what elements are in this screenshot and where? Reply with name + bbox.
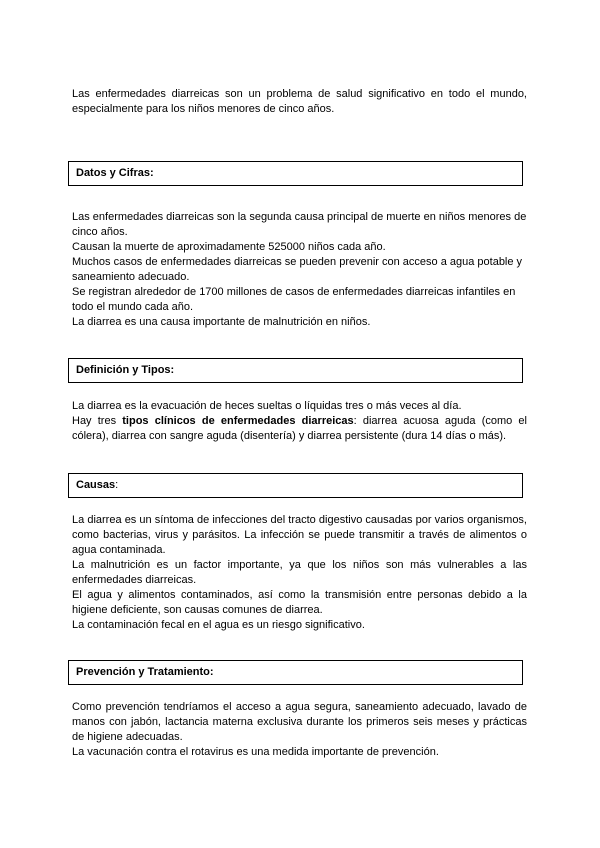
text-line: La vacunación contra el rotavirus es una medida importante de prevención. — [72, 746, 439, 758]
intro-paragraph: Las enfermedades diarreicas son un problema de salud significativo en todo el mundo, especialmente para los niños menores de cinco años. — [72, 88, 527, 115]
text-line — [72, 414, 527, 444]
section-heading-definicion: Definición y Tipos: — [68, 358, 523, 383]
text-line: La malnutrición es un factor importante, ya que los niños son más vulnerables a las enfermedades diarreicas. — [72, 559, 527, 586]
heading-suffix: : — [115, 479, 119, 491]
text-line: La diarrea es la evacuación de heces sueltas o líquidas tres o más veces al día. — [72, 400, 462, 412]
text-line: La diarrea es un síntoma de infecciones del tracto digestivo causadas por varios organismos, como bacterias, virus y parásitos. La infección se puede transmitir a través de alimentos o agua contaminada. — [72, 514, 527, 556]
section-heading-prevencion: Prevención y Tratamiento: — [68, 660, 523, 685]
text-span: Hay tres — [72, 415, 123, 427]
text-line: La contaminación fecal en el agua es un riesgo significativo. — [72, 619, 365, 631]
bold-text: tipos clínicos de enfermedades diarreicas — [122, 415, 354, 427]
section-body-definicion — [72, 399, 527, 444]
text-line: Se registran alrededor de 1700 millones de casos de enfermedades diarreicas infantiles en todo el mundo cada año. — [72, 286, 516, 313]
text-line: Las enfermedades diarreicas son la segunda causa principal de muerte en niños menores de cinco años. — [72, 211, 527, 238]
text-line: El agua y alimentos contaminados, así como la transmisión entre personas debido a la higiene deficiente, son causas comunes de diarrea. — [72, 589, 527, 616]
text-span: : diarrea acuosa aguda (como el cólera), diarrea con sangre aguda (disentería) y diarrea persistente (dura 14 días o más). — [72, 415, 527, 442]
heading-text: Causas — [76, 479, 116, 491]
text-line: La diarrea es una causa importante de malnutrición en niños. — [72, 316, 371, 328]
section-body-datos — [72, 210, 527, 330]
section-heading-causas — [68, 473, 523, 498]
text-line: Causan la muerte de aproximadamente 525000 niños cada año. — [72, 241, 386, 253]
section-body-prevencion — [72, 700, 527, 760]
section-body-causas — [72, 513, 527, 633]
text-line: Muchos casos de enfermedades diarreicas se pueden prevenir con acceso a agua potable y saneamiento adecuado. — [72, 256, 523, 283]
section-heading-datos: Datos y Cifras: — [68, 161, 523, 186]
text-line: Como prevención tendríamos el acceso a agua segura, saneamiento adecuado, lavado de manos con jabón, lactancia materna exclusiva durante los primeros seis meses y prácticas de higiene adecuadas. — [72, 701, 527, 743]
